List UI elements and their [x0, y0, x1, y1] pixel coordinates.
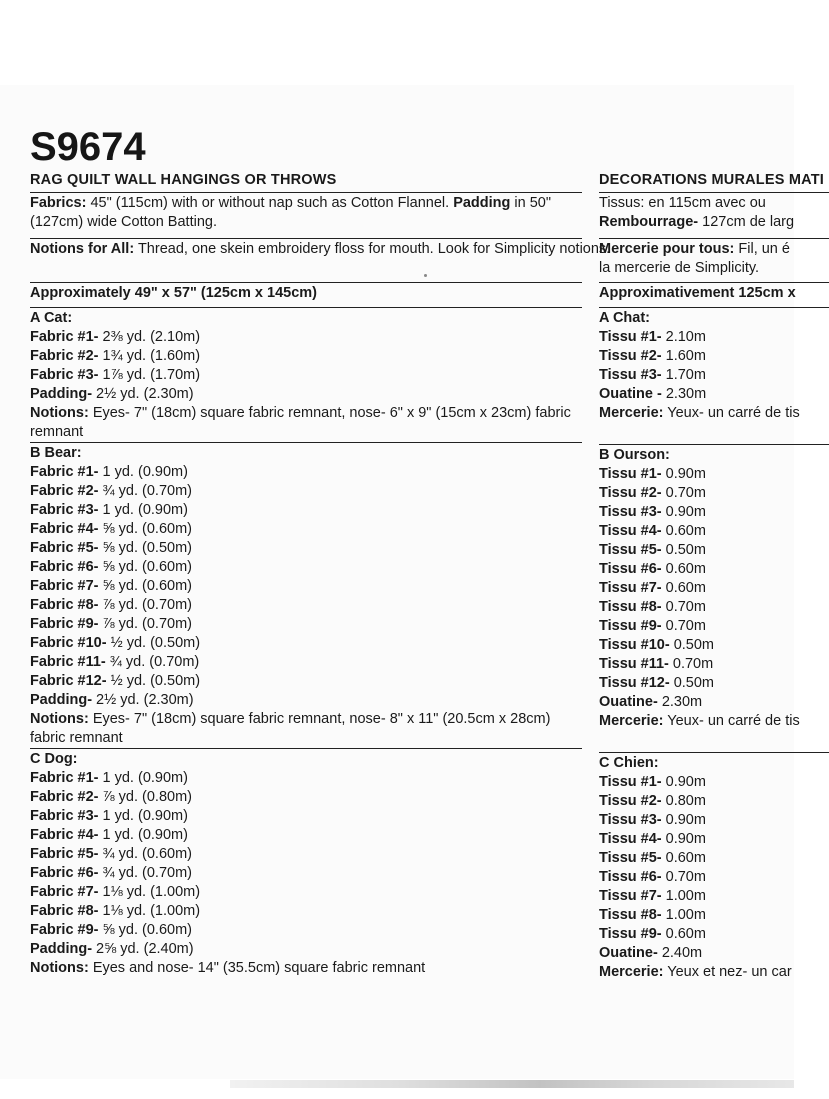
yardage-line — [30, 902, 582, 921]
yardage-value: 0.60m — [661, 523, 706, 539]
english-sections — [30, 307, 582, 978]
yardage-value: 1.70m — [661, 367, 706, 383]
yardage-line — [30, 328, 582, 347]
notions-label: Mercerie: — [599, 405, 664, 421]
tissus-label: Tissus: — [599, 195, 645, 211]
yardage-label: Fabric #4- — [30, 827, 99, 843]
yardage-line — [599, 792, 829, 811]
yardage-label: Tissu #2- — [599, 793, 662, 809]
yardage-value: ⅝ yd. (0.50m) — [98, 540, 192, 556]
padding-label: Padding — [453, 195, 511, 211]
yardage-line — [30, 501, 582, 520]
notions-value: Eyes- 7" (18cm) square fabric remnant, nose- 6" x 9" (15cm x 23cm) fabric remnant — [30, 405, 571, 440]
yardage-label: Tissu #5- — [599, 542, 662, 558]
yardage-line — [30, 864, 582, 883]
notions-all-line — [30, 240, 611, 259]
yardage-line — [599, 887, 829, 906]
yardage-value: 0.90m — [661, 504, 706, 520]
yardage-label: Tissu #2- — [599, 348, 662, 364]
pattern-view-section — [599, 752, 829, 984]
yardage-line — [599, 366, 829, 385]
english-title: RAG QUILT WALL HANGINGS OR THROWS — [30, 172, 337, 188]
yardage-value: 1.00m — [661, 888, 706, 904]
view-heading: C Dog: — [30, 751, 78, 767]
yardage-label: Fabric #5- — [30, 846, 99, 862]
yardage-value: ¾ yd. (0.60m) — [98, 846, 192, 862]
yardage-label: Tissu #10- — [599, 637, 670, 653]
view-heading: C Chien: — [599, 755, 659, 771]
yardage-line — [30, 634, 582, 653]
yardage-value: 1¾ yd. (1.60m) — [98, 348, 201, 364]
yardage-line — [30, 845, 582, 864]
yardage-label: Ouatine- — [599, 945, 658, 961]
yardage-label: Fabric #1- — [30, 329, 99, 345]
notions-line — [599, 404, 829, 423]
view-heading: B Ourson: — [599, 447, 670, 463]
yardage-line — [30, 883, 582, 902]
yardage-value: 0.60m — [661, 580, 706, 596]
yardage-line — [599, 541, 829, 560]
yardage-value: 1⅛ yd. (1.00m) — [98, 884, 201, 900]
yardage-value: 0.60m — [661, 926, 706, 942]
yardage-value: 1.00m — [661, 907, 706, 923]
yardage-value: ½ yd. (0.50m) — [106, 635, 201, 651]
yardage-label: Fabric #8- — [30, 597, 99, 613]
yardage-line — [599, 925, 829, 944]
yardage-value: 0.60m — [661, 850, 706, 866]
yardage-line — [599, 385, 829, 404]
yardage-line — [30, 520, 582, 539]
yardage-line — [599, 636, 829, 655]
yardage-label: Fabric #7- — [30, 578, 99, 594]
yardage-value: 1 yd. (0.90m) — [98, 827, 188, 843]
pattern-number: S9674 — [30, 125, 146, 169]
yardage-line — [30, 482, 582, 501]
yardage-label: Fabric #9- — [30, 922, 99, 938]
mercerie-all-block — [599, 238, 829, 282]
yardage-line — [30, 788, 582, 807]
yardage-value: 1 yd. (0.90m) — [98, 770, 188, 786]
yardage-label: Fabric #12- — [30, 673, 107, 689]
yardage-label: Fabric #3- — [30, 502, 99, 518]
yardage-line — [599, 868, 829, 887]
yardage-line — [599, 617, 829, 636]
yardage-label: Fabric #8- — [30, 903, 99, 919]
tissus-line-2 — [599, 213, 829, 232]
rembourrage-text: 127cm de larg — [698, 214, 795, 230]
yardage-line — [30, 691, 582, 710]
yardage-label: Ouatine - — [599, 386, 662, 402]
yardage-label: Fabric #2- — [30, 789, 99, 805]
yardage-label: Tissu #3- — [599, 504, 662, 520]
yardage-label: Padding- — [30, 941, 93, 957]
yardage-value: 2½ yd. (2.30m) — [92, 692, 194, 708]
yardage-line — [599, 347, 829, 366]
yardage-value: ¾ yd. (0.70m) — [105, 654, 200, 670]
notions-all-label: Notions for All: — [30, 241, 135, 257]
yardage-value: 0.60m — [661, 561, 706, 577]
size-approx: Approximately 49" x 57" (125cm x 145cm) — [30, 282, 582, 307]
yardage-label: Tissu #4- — [599, 523, 662, 539]
yardage-label: Tissu #11- — [599, 656, 669, 672]
yardage-line — [30, 921, 582, 940]
yardage-line — [599, 560, 829, 579]
yardage-label: Fabric #5- — [30, 540, 99, 556]
yardage-label: Tissu #9- — [599, 926, 662, 942]
yardage-value: 2.40m — [657, 945, 703, 961]
view-heading: B Bear: — [30, 445, 82, 461]
yardage-value: ¾ yd. (0.70m) — [98, 865, 192, 881]
yardage-value: 0.90m — [661, 774, 706, 790]
yardage-value: ⅝ yd. (0.60m) — [98, 578, 192, 594]
yardage-value: 1⅞ yd. (1.70m) — [98, 367, 201, 383]
notions-line — [599, 963, 829, 982]
yardage-line — [30, 577, 582, 596]
yardage-label: Fabric #11- — [30, 654, 106, 670]
mercerie-all-text: Fil, un é — [734, 241, 790, 257]
yardage-line — [30, 807, 582, 826]
yardage-label: Tissu #7- — [599, 888, 662, 904]
fabrics-line-1 — [30, 194, 582, 213]
yardage-value: 0.50m — [669, 637, 715, 653]
notions-line — [30, 710, 582, 748]
yardage-line — [599, 484, 829, 503]
fabrics-label: Fabrics: — [30, 195, 87, 211]
pattern-view-section — [30, 307, 582, 442]
yardage-value: 0.90m — [661, 466, 706, 482]
yardage-label: Fabric #7- — [30, 884, 99, 900]
notions-value: Yeux et nez- un car — [663, 964, 792, 980]
yardage-line — [30, 940, 582, 959]
yardage-label: Tissu #4- — [599, 831, 662, 847]
yardage-value: 0.90m — [661, 831, 706, 847]
scan-speck — [424, 274, 427, 277]
yardage-label: Tissu #3- — [599, 367, 662, 383]
yardage-line — [30, 672, 582, 691]
notions-line — [599, 712, 829, 731]
yardage-label: Fabric #9- — [30, 616, 99, 632]
yardage-value: ⅞ yd. (0.80m) — [98, 789, 192, 805]
yardage-value: ¾ yd. (0.70m) — [98, 483, 192, 499]
yardage-line — [30, 826, 582, 845]
yardage-line — [30, 539, 582, 558]
yardage-value: 1 yd. (0.90m) — [98, 464, 188, 480]
yardage-line — [30, 558, 582, 577]
fabrics-line-2: (127cm) wide Cotton Batting. — [30, 214, 217, 230]
english-column — [30, 171, 611, 978]
notions-label: Notions: — [30, 405, 89, 421]
view-heading: A Chat: — [599, 310, 651, 326]
yardage-label: Fabric #3- — [30, 808, 99, 824]
yardage-label: Fabric #6- — [30, 865, 99, 881]
yardage-line — [599, 598, 829, 617]
yardage-value: ⅞ yd. (0.70m) — [98, 597, 192, 613]
yardage-label: Tissu #9- — [599, 618, 662, 634]
yardage-line — [30, 385, 582, 404]
tissus-text: en 115cm avec ou — [644, 195, 766, 211]
notions-value: Yeux- un carré de tis — [663, 405, 800, 421]
mercerie-all-line-2: la mercerie de Simplicity. — [599, 260, 760, 276]
size-approx-fr: Approximativement 125cm x — [599, 282, 829, 307]
fabrics-text: 45" (115cm) with or without nap such as Cotton Flannel. — [86, 195, 454, 211]
yardage-value: 0.80m — [661, 793, 706, 809]
yardage-value: 2⅜ yd. (2.10m) — [98, 329, 201, 345]
yardage-label: Tissu #6- — [599, 869, 662, 885]
yardage-label: Fabric #3- — [30, 367, 99, 383]
notions-label: Notions: — [30, 960, 89, 976]
pattern-sheet — [0, 85, 824, 1079]
fabrics-block — [30, 192, 582, 238]
yardage-label: Fabric #2- — [30, 483, 99, 499]
yardage-value: 1 yd. (0.90m) — [98, 808, 188, 824]
yardage-label: Tissu #2- — [599, 485, 662, 501]
yardage-line — [599, 811, 829, 830]
yardage-line — [599, 906, 829, 925]
yardage-label: Tissu #7- — [599, 580, 662, 596]
notions-label: Notions: — [30, 711, 89, 727]
notions-line — [30, 404, 582, 442]
yardage-label: Tissu #12- — [599, 675, 670, 691]
yardage-line — [599, 522, 829, 541]
yardage-value: 2.10m — [661, 329, 706, 345]
yardage-label: Fabric #6- — [30, 559, 99, 575]
yardage-value: 2½ yd. (2.30m) — [92, 386, 194, 402]
scan-edge-artifact — [230, 1080, 794, 1088]
pattern-view-section — [30, 442, 582, 748]
yardage-line — [599, 579, 829, 598]
yardage-value: ⅝ yd. (0.60m) — [98, 521, 192, 537]
yardage-label: Fabric #10- — [30, 635, 107, 651]
yardage-label: Tissu #1- — [599, 466, 662, 482]
notions-value: Eyes- 7" (18cm) square fabric remnant, nose- 8" x 11" (20.5cm x 28cm) fabric remnant — [30, 711, 551, 746]
pattern-view-section — [599, 307, 829, 444]
tissus-block — [599, 192, 829, 238]
yardage-label: Padding- — [30, 692, 93, 708]
yardage-value: 1.60m — [661, 348, 706, 364]
mercerie-all-label: Mercerie pour tous: — [599, 241, 735, 257]
view-heading: A Cat: — [30, 310, 73, 326]
yardage-line — [599, 655, 829, 674]
yardage-value: 0.70m — [661, 599, 706, 615]
rembourrage-label: Rembourrage- — [599, 214, 699, 230]
yardage-line — [30, 653, 582, 672]
notions-label: Mercerie: — [599, 964, 664, 980]
yardage-value: 1 yd. (0.90m) — [98, 502, 188, 518]
pattern-view-section — [30, 748, 582, 978]
yardage-label: Tissu #1- — [599, 774, 662, 790]
yardage-label: Tissu #1- — [599, 329, 662, 345]
pattern-view-section — [599, 444, 829, 752]
french-title: DECORATIONS MURALES MATI — [599, 172, 824, 188]
yardage-line — [30, 615, 582, 634]
notions-value: Eyes and nose- 14" (35.5cm) square fabric remnant — [88, 960, 426, 976]
yardage-label: Fabric #2- — [30, 348, 99, 364]
yardage-label: Fabric #4- — [30, 521, 99, 537]
tissus-line-1 — [599, 194, 829, 213]
yardage-line — [30, 769, 582, 788]
yardage-label: Fabric #1- — [30, 464, 99, 480]
yardage-label: Ouatine- — [599, 694, 658, 710]
yardage-value: ⅝ yd. (0.60m) — [98, 559, 192, 575]
yardage-line — [599, 773, 829, 792]
yardage-label: Tissu #8- — [599, 907, 662, 923]
yardage-value: 0.70m — [661, 485, 706, 501]
yardage-label: Padding- — [30, 386, 93, 402]
yardage-line — [599, 328, 829, 347]
yardage-value: ⅞ yd. (0.70m) — [98, 616, 192, 632]
yardage-value: 0.70m — [668, 656, 714, 672]
yardage-line — [30, 347, 582, 366]
mercerie-all-line-1 — [599, 240, 829, 259]
yardage-line — [30, 366, 582, 385]
padding-text: in 50" — [510, 195, 552, 211]
yardage-line — [599, 674, 829, 693]
yardage-label: Fabric #1- — [30, 770, 99, 786]
yardage-value: 0.50m — [669, 675, 715, 691]
yardage-line — [30, 596, 582, 615]
yardage-line — [599, 830, 829, 849]
yardage-line — [599, 944, 829, 963]
yardage-label: Tissu #3- — [599, 812, 662, 828]
yardage-value: ½ yd. (0.50m) — [106, 673, 201, 689]
notions-line — [30, 959, 582, 978]
yardage-value: 2.30m — [657, 694, 703, 710]
yardage-line — [599, 693, 829, 712]
yardage-label: Tissu #5- — [599, 850, 662, 866]
yardage-value: 2.30m — [661, 386, 707, 402]
french-sections — [599, 307, 829, 984]
yardage-label: Tissu #6- — [599, 561, 662, 577]
notions-all-block — [30, 238, 611, 282]
yardage-line — [599, 849, 829, 868]
yardage-line — [599, 465, 829, 484]
notions-value: Yeux- un carré de tis — [663, 713, 800, 729]
french-column — [599, 171, 829, 984]
yardage-value: 0.70m — [661, 618, 706, 634]
notions-all-text: Thread, one skein embroidery floss for mouth. Look for Simplicity notions. — [134, 241, 611, 257]
yardage-label: Tissu #8- — [599, 599, 662, 615]
yardage-value: ⅝ yd. (0.60m) — [98, 922, 192, 938]
yardage-line — [30, 463, 582, 482]
yardage-value: 0.50m — [661, 542, 706, 558]
yardage-line — [599, 503, 829, 522]
yardage-value: 2⅝ yd. (2.40m) — [92, 941, 194, 957]
yardage-value: 0.70m — [661, 869, 706, 885]
notions-label: Mercerie: — [599, 713, 664, 729]
yardage-value: 1⅛ yd. (1.00m) — [98, 903, 201, 919]
yardage-value: 0.90m — [661, 812, 706, 828]
